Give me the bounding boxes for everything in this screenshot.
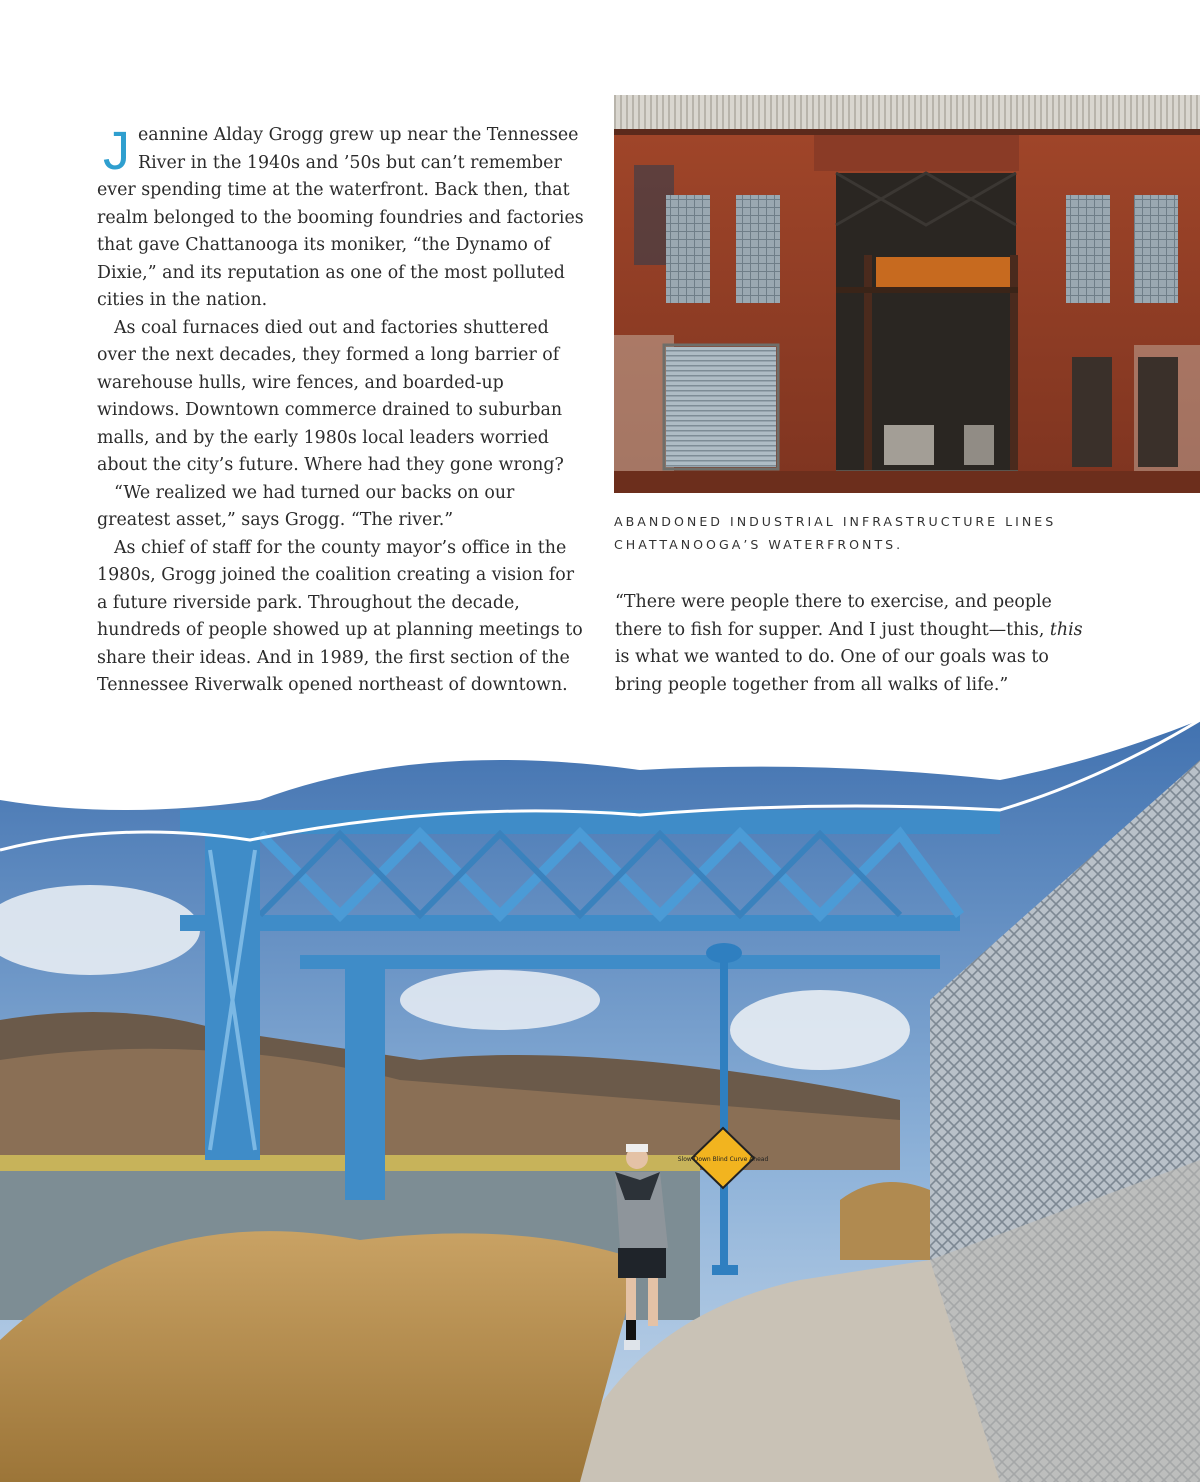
photo-caption: ABANDONED INDUSTRIAL INFRASTRUCTURE LINES CHATTANOOGA’S WATERFRONTS. xyxy=(614,514,1057,552)
paragraph-2: As coal furnaces died out and factories shuttered over the next decades, they formed a long barrier of warehouse hulls, wire fences, and boarded-up windows. Downtown commerce drained to suburban malls, and by the early 1980s local leaders worried about the city’s future. Where had they gone wrong? xyxy=(97,317,564,475)
drop-cap: J xyxy=(103,121,130,181)
quote-text-end: is what we wanted to do. One of our goals was to bring people together from all walks of life.” xyxy=(615,647,1049,695)
article-left-column xyxy=(97,122,585,755)
abandoned-building-photo xyxy=(614,95,1200,493)
quote-paragraph xyxy=(615,589,1095,699)
paragraph-1-text: eannine Alday Grogg grew up near the Tennessee River in the 1940s and ’50s but can’t remember ever spending time at the waterfront. Back then, that realm belonged to the booming foundries and factories that gave Chattanooga its moniker, “the Dynamo of Dixie,” and its reputation as one of the most polluted cities in the nation. xyxy=(97,125,584,310)
sign-text: Slow Down Blind Curve Ahead xyxy=(677,1156,769,1163)
article-right-column xyxy=(615,589,1095,699)
quote-text-start: “There were people there to exercise, and people there to fish for supper. And I just thought—this, xyxy=(615,592,1052,640)
riverwalk-runner-photo xyxy=(0,700,1200,1482)
paragraph-3: “We realized we had turned our backs on our greatest asset,” says Grogg. “The river.” xyxy=(97,482,515,530)
paragraph-4: As chief of staff for the county mayor’s office in the 1980s, Grogg joined the coalition creating a vision for a future riverside park. Throughout the decade, hundreds of people showed up at planning meetings to share their ideas. And in 1989, the first section of the Tennessee Riverwalk opened northeast of downtown. xyxy=(97,537,583,695)
quote-emphasis: this xyxy=(1049,619,1083,640)
paragraph-1 xyxy=(97,122,585,315)
